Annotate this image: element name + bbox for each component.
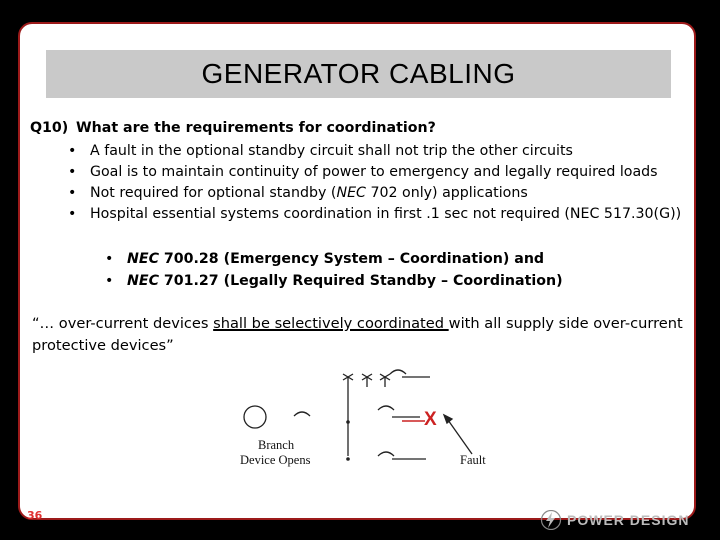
bullet-text: Not required for optional standby ( <box>90 185 337 201</box>
coordination-diagram <box>230 360 530 472</box>
fault-arrow-line <box>448 420 472 454</box>
breaker-arc <box>378 452 394 456</box>
sub-bullet-text: 700.28 (Emergency System – Coordination) and <box>158 251 545 267</box>
question-number: Q10) <box>30 120 69 136</box>
bullet-item <box>66 162 681 183</box>
question <box>30 120 436 136</box>
bullet-item <box>66 141 681 162</box>
answer-bullets <box>66 141 681 225</box>
bus-junction <box>346 420 350 424</box>
logo-text: POWER DESIGN <box>567 512 690 528</box>
open-breaker-arc <box>294 412 310 416</box>
sub-bullets <box>103 248 563 292</box>
bullet-item <box>66 204 681 225</box>
bullet-item <box>66 183 681 204</box>
fault-arrow-head <box>444 415 452 423</box>
sub-bullet-text: 701.27 (Legally Required Standby – Coordination) <box>158 273 563 289</box>
bullet-text: Hospital essential systems coordination in first .1 sec not required (NEC 517.30(G)) <box>90 206 682 222</box>
fault-mark: X <box>424 409 437 430</box>
load-circle <box>244 406 266 428</box>
fault-label: Fault <box>460 453 486 467</box>
quote-text: “… over-current devices <box>32 315 214 332</box>
sub-bullet-item <box>103 270 563 292</box>
lightning-bolt-icon <box>540 510 562 530</box>
nec-italic: NEC <box>127 273 159 289</box>
slide-title: GENERATOR CABLING <box>201 58 516 89</box>
sub-bullet-item <box>103 248 563 270</box>
breaker-arc <box>390 370 406 374</box>
bullet-text: Goal is to maintain continuity of power to emergency and legally required loads <box>90 164 658 180</box>
device-opens-label: Device Opens <box>240 453 311 467</box>
bus-junction <box>346 457 350 461</box>
nec-italic: NEC <box>336 185 366 201</box>
nec-italic: NEC <box>127 251 159 267</box>
company-logo <box>540 510 689 530</box>
breaker-arc <box>378 406 394 410</box>
page-number: 36 <box>27 509 43 522</box>
title-bar <box>46 50 671 98</box>
branch-label: Branch <box>258 438 295 452</box>
quote-underlined: shall be selectively coordinated <box>213 315 449 332</box>
bullet-text: A fault in the optional standby circuit shall not trip the other circuits <box>90 143 573 159</box>
bullet-text: 702 only) applications <box>365 185 528 201</box>
question-text: What are the requirements for coordination? <box>76 120 436 136</box>
quote-text: with all supply side over-current protective devices” <box>32 315 683 354</box>
nec-quote <box>32 313 692 357</box>
